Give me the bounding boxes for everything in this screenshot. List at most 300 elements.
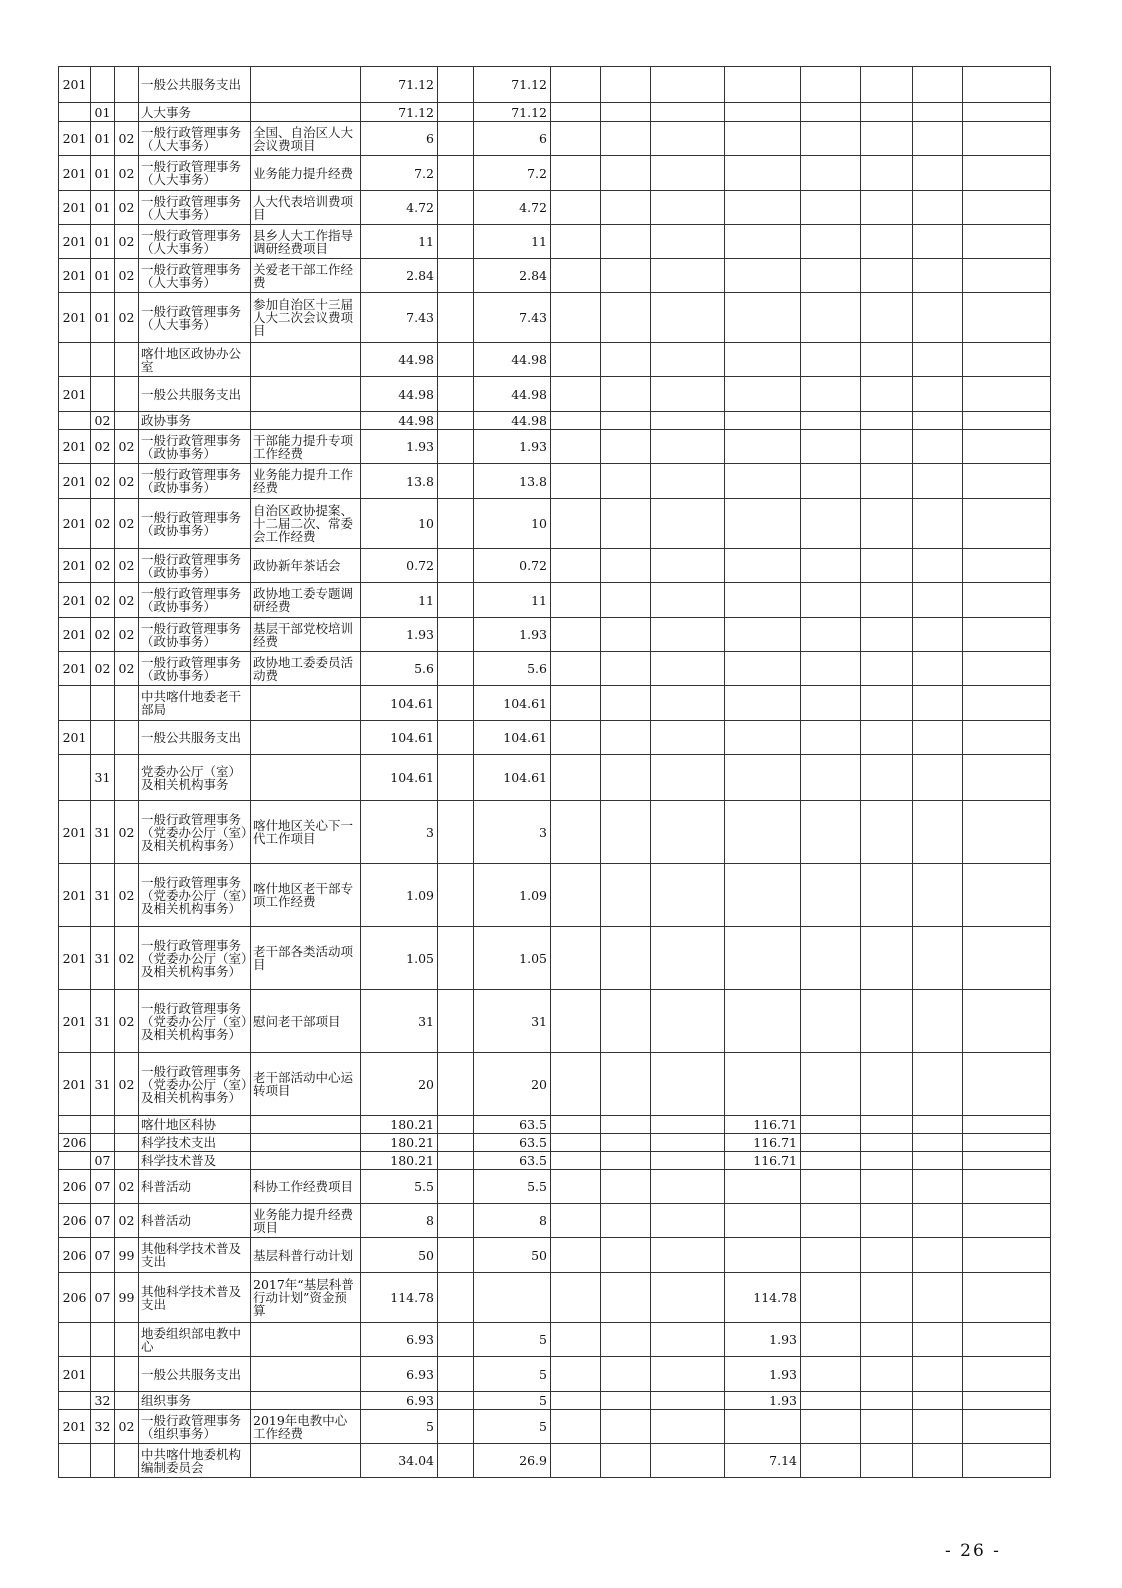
col-13-cell: [861, 1323, 913, 1357]
item-code-cell: [91, 1134, 115, 1152]
col-6-cell: [438, 755, 474, 801]
col-13-cell: [861, 990, 913, 1053]
project-name-cell: [251, 686, 361, 721]
item-code-cell: 01: [91, 156, 115, 191]
col-14-cell: [913, 1204, 963, 1238]
col-13-cell: [861, 156, 913, 191]
col-10-cell: [651, 1323, 725, 1357]
col-8-cell: [551, 1410, 601, 1444]
fund-amount-cell: [725, 122, 801, 156]
table-row: [59, 1323, 1051, 1357]
general-budget-amount-cell: 5.5: [474, 1170, 551, 1204]
total-amount-cell: 6.93: [361, 1392, 438, 1410]
fund-amount-cell: [725, 377, 801, 412]
general-budget-amount-cell: 7.43: [474, 293, 551, 343]
col-12-cell: [801, 1444, 861, 1478]
col-6-cell: [438, 990, 474, 1053]
col-8-cell: [551, 549, 601, 583]
col-9-cell: [601, 377, 651, 412]
col-9-cell: [601, 721, 651, 755]
col-14-cell: [913, 1392, 963, 1410]
col-14-cell: [913, 343, 963, 377]
col-9-cell: [601, 191, 651, 225]
subitem-code-cell: [115, 412, 139, 430]
subitem-code-cell: [115, 755, 139, 801]
col-15-cell: [963, 927, 1051, 990]
fund-amount-cell: [725, 927, 801, 990]
table-row: [59, 1204, 1051, 1238]
col-14-cell: [913, 259, 963, 293]
col-6-cell: [438, 430, 474, 464]
col-9-cell: [601, 1053, 651, 1116]
col-13-cell: [861, 1444, 913, 1478]
col-9-cell: [601, 1152, 651, 1170]
col-6-cell: [438, 1410, 474, 1444]
col-14-cell: [913, 67, 963, 103]
col-12-cell: [801, 1273, 861, 1323]
fund-amount-cell: [725, 412, 801, 430]
general-budget-amount-cell: [474, 1273, 551, 1323]
col-10-cell: [651, 103, 725, 122]
fund-amount-cell: [725, 430, 801, 464]
general-budget-amount-cell: 63.5: [474, 1152, 551, 1170]
col-15-cell: [963, 1134, 1051, 1152]
class-code-cell: 201: [59, 1357, 91, 1392]
col-10-cell: [651, 549, 725, 583]
col-15-cell: [963, 122, 1051, 156]
category-name-cell: 一般行政管理事务（政协事务）: [139, 652, 251, 686]
subitem-code-cell: 99: [115, 1273, 139, 1323]
col-8-cell: [551, 122, 601, 156]
col-14-cell: [913, 1410, 963, 1444]
col-12-cell: [801, 583, 861, 618]
col-13-cell: [861, 343, 913, 377]
table-row: [59, 721, 1051, 755]
fund-amount-cell: 1.93: [725, 1357, 801, 1392]
fund-amount-cell: [725, 549, 801, 583]
col-6-cell: [438, 1170, 474, 1204]
col-12-cell: [801, 618, 861, 652]
col-15-cell: [963, 430, 1051, 464]
class-code-cell: 206: [59, 1238, 91, 1273]
subitem-code-cell: 02: [115, 122, 139, 156]
fund-amount-cell: [725, 990, 801, 1053]
fund-amount-cell: [725, 652, 801, 686]
general-budget-amount-cell: 50: [474, 1238, 551, 1273]
col-12-cell: [801, 430, 861, 464]
col-12-cell: [801, 122, 861, 156]
item-code-cell: 02: [91, 412, 115, 430]
category-name-cell: 一般行政管理事务（党委办公厅（室）及相关机构事务）: [139, 990, 251, 1053]
class-code-cell: 201: [59, 430, 91, 464]
total-amount-cell: 31: [361, 990, 438, 1053]
total-amount-cell: 44.98: [361, 412, 438, 430]
subitem-code-cell: [115, 1444, 139, 1478]
col-12-cell: [801, 1170, 861, 1204]
col-10-cell: [651, 1238, 725, 1273]
subitem-code-cell: 02: [115, 549, 139, 583]
table-row: [59, 225, 1051, 259]
project-name-cell: [251, 343, 361, 377]
table-row: [59, 1053, 1051, 1116]
col-6-cell: [438, 499, 474, 549]
total-amount-cell: 3: [361, 801, 438, 864]
class-code-cell: [59, 1444, 91, 1478]
class-code-cell: 201: [59, 377, 91, 412]
col-12-cell: [801, 1134, 861, 1152]
total-amount-cell: 11: [361, 583, 438, 618]
project-name-cell: [251, 412, 361, 430]
col-6-cell: [438, 412, 474, 430]
col-13-cell: [861, 464, 913, 499]
subitem-code-cell: 02: [115, 156, 139, 191]
project-name-cell: 业务能力提升工作经费: [251, 464, 361, 499]
project-name-cell: [251, 1444, 361, 1478]
col-13-cell: [861, 652, 913, 686]
col-10-cell: [651, 499, 725, 549]
class-code-cell: 201: [59, 122, 91, 156]
item-code-cell: 07: [91, 1204, 115, 1238]
class-code-cell: 201: [59, 67, 91, 103]
project-name-cell: [251, 1116, 361, 1134]
class-code-cell: 201: [59, 990, 91, 1053]
col-14-cell: [913, 1238, 963, 1273]
col-8-cell: [551, 1116, 601, 1134]
col-13-cell: [861, 1357, 913, 1392]
project-name-cell: 科协工作经费项目: [251, 1170, 361, 1204]
col-6-cell: [438, 583, 474, 618]
class-code-cell: 201: [59, 549, 91, 583]
total-amount-cell: 20: [361, 1053, 438, 1116]
subitem-code-cell: 02: [115, 652, 139, 686]
col-15-cell: [963, 103, 1051, 122]
col-10-cell: [651, 1273, 725, 1323]
subitem-code-cell: 02: [115, 618, 139, 652]
class-code-cell: 201: [59, 801, 91, 864]
col-15-cell: [963, 618, 1051, 652]
col-15-cell: [963, 755, 1051, 801]
general-budget-amount-cell: 26.9: [474, 1444, 551, 1478]
table-row: [59, 1273, 1051, 1323]
table-row: [59, 1410, 1051, 1444]
general-budget-amount-cell: 5: [474, 1410, 551, 1444]
col-12-cell: [801, 1357, 861, 1392]
subitem-code-cell: [115, 343, 139, 377]
col-6-cell: [438, 801, 474, 864]
col-12-cell: [801, 343, 861, 377]
fund-amount-cell: [725, 1238, 801, 1273]
col-10-cell: [651, 583, 725, 618]
col-10-cell: [651, 225, 725, 259]
item-code-cell: [91, 343, 115, 377]
col-15-cell: [963, 1170, 1051, 1204]
col-9-cell: [601, 1357, 651, 1392]
item-code-cell: 31: [91, 990, 115, 1053]
col-13-cell: [861, 801, 913, 864]
item-code-cell: 02: [91, 499, 115, 549]
class-code-cell: 201: [59, 864, 91, 927]
table-row: [59, 343, 1051, 377]
subitem-code-cell: 02: [115, 499, 139, 549]
class-code-cell: 201: [59, 1410, 91, 1444]
col-10-cell: [651, 122, 725, 156]
category-name-cell: 组织事务: [139, 1392, 251, 1410]
item-code-cell: 31: [91, 755, 115, 801]
table-row: [59, 1152, 1051, 1170]
col-15-cell: [963, 67, 1051, 103]
class-code-cell: [59, 755, 91, 801]
fund-amount-cell: [725, 583, 801, 618]
col-9-cell: [601, 1392, 651, 1410]
col-9-cell: [601, 1444, 651, 1478]
item-code-cell: 02: [91, 583, 115, 618]
col-14-cell: [913, 1134, 963, 1152]
col-8-cell: [551, 1204, 601, 1238]
general-budget-amount-cell: 7.2: [474, 156, 551, 191]
subitem-code-cell: [115, 1134, 139, 1152]
col-15-cell: [963, 801, 1051, 864]
col-9-cell: [601, 686, 651, 721]
col-15-cell: [963, 1410, 1051, 1444]
col-8-cell: [551, 430, 601, 464]
col-15-cell: [963, 652, 1051, 686]
table-row: [59, 927, 1051, 990]
subitem-code-cell: 02: [115, 990, 139, 1053]
col-9-cell: [601, 1116, 651, 1134]
subitem-code-cell: 02: [115, 583, 139, 618]
project-name-cell: [251, 1134, 361, 1152]
col-6-cell: [438, 377, 474, 412]
table-row: [59, 67, 1051, 103]
total-amount-cell: 4.72: [361, 191, 438, 225]
total-amount-cell: 5.5: [361, 1170, 438, 1204]
item-code-cell: 07: [91, 1170, 115, 1204]
col-13-cell: [861, 430, 913, 464]
col-10-cell: [651, 1116, 725, 1134]
col-6-cell: [438, 864, 474, 927]
col-6-cell: [438, 122, 474, 156]
subitem-code-cell: 02: [115, 927, 139, 990]
project-name-cell: 政协地工委委员活动费: [251, 652, 361, 686]
col-9-cell: [601, 464, 651, 499]
total-amount-cell: 13.8: [361, 464, 438, 499]
col-8-cell: [551, 1392, 601, 1410]
fund-amount-cell: [725, 618, 801, 652]
col-6-cell: [438, 927, 474, 990]
table-row: [59, 652, 1051, 686]
item-code-cell: 32: [91, 1410, 115, 1444]
general-budget-amount-cell: 104.61: [474, 686, 551, 721]
subitem-code-cell: [115, 686, 139, 721]
project-name-cell: 业务能力提升经费项目: [251, 1204, 361, 1238]
col-12-cell: [801, 927, 861, 990]
col-10-cell: [651, 1170, 725, 1204]
col-14-cell: [913, 1323, 963, 1357]
col-9-cell: [601, 1410, 651, 1444]
col-10-cell: [651, 721, 725, 755]
general-budget-amount-cell: 6: [474, 122, 551, 156]
col-8-cell: [551, 1357, 601, 1392]
col-10-cell: [651, 67, 725, 103]
fund-amount-cell: 114.78: [725, 1273, 801, 1323]
col-8-cell: [551, 225, 601, 259]
item-code-cell: 01: [91, 259, 115, 293]
fund-amount-cell: [725, 293, 801, 343]
col-9-cell: [601, 927, 651, 990]
col-8-cell: [551, 156, 601, 191]
col-6-cell: [438, 464, 474, 499]
table-row: [59, 1238, 1051, 1273]
project-name-cell: [251, 1323, 361, 1357]
col-8-cell: [551, 755, 601, 801]
project-name-cell: [251, 1392, 361, 1410]
col-8-cell: [551, 464, 601, 499]
subitem-code-cell: 02: [115, 191, 139, 225]
category-name-cell: 一般公共服务支出: [139, 377, 251, 412]
project-name-cell: [251, 1357, 361, 1392]
col-13-cell: [861, 191, 913, 225]
item-code-cell: 01: [91, 225, 115, 259]
category-name-cell: 一般行政管理事务（政协事务）: [139, 430, 251, 464]
class-code-cell: [59, 1323, 91, 1357]
col-9-cell: [601, 652, 651, 686]
col-15-cell: [963, 412, 1051, 430]
col-13-cell: [861, 864, 913, 927]
table-row: [59, 755, 1051, 801]
item-code-cell: 02: [91, 652, 115, 686]
col-6-cell: [438, 618, 474, 652]
col-14-cell: [913, 191, 963, 225]
general-budget-amount-cell: 3: [474, 801, 551, 864]
category-name-cell: 喀什地区政协办公室: [139, 343, 251, 377]
subitem-code-cell: [115, 67, 139, 103]
col-8-cell: [551, 1170, 601, 1204]
total-amount-cell: 104.61: [361, 755, 438, 801]
project-name-cell: 喀什地区关心下一代工作项目: [251, 801, 361, 864]
col-10-cell: [651, 1410, 725, 1444]
total-amount-cell: 10: [361, 499, 438, 549]
col-14-cell: [913, 377, 963, 412]
col-14-cell: [913, 755, 963, 801]
col-9-cell: [601, 1170, 651, 1204]
project-name-cell: 基层干部党校培训经费: [251, 618, 361, 652]
fund-amount-cell: 1.93: [725, 1323, 801, 1357]
table-row: [59, 864, 1051, 927]
col-8-cell: [551, 1152, 601, 1170]
col-9-cell: [601, 103, 651, 122]
total-amount-cell: 180.21: [361, 1134, 438, 1152]
total-amount-cell: 6: [361, 122, 438, 156]
col-13-cell: [861, 412, 913, 430]
col-8-cell: [551, 377, 601, 412]
col-9-cell: [601, 343, 651, 377]
general-budget-amount-cell: 31: [474, 990, 551, 1053]
class-code-cell: 206: [59, 1204, 91, 1238]
category-name-cell: 政协事务: [139, 412, 251, 430]
col-10-cell: [651, 1444, 725, 1478]
general-budget-amount-cell: 104.61: [474, 721, 551, 755]
col-8-cell: [551, 293, 601, 343]
col-15-cell: [963, 1392, 1051, 1410]
project-name-cell: 2017年“基层科普行动计划”资金预算: [251, 1273, 361, 1323]
fund-amount-cell: [725, 686, 801, 721]
item-code-cell: 02: [91, 464, 115, 499]
category-name-cell: 科学技术支出: [139, 1134, 251, 1152]
table-row: [59, 464, 1051, 499]
col-12-cell: [801, 1204, 861, 1238]
subitem-code-cell: 02: [115, 293, 139, 343]
category-name-cell: 一般行政管理事务（政协事务）: [139, 583, 251, 618]
general-budget-amount-cell: 1.05: [474, 927, 551, 990]
col-8-cell: [551, 343, 601, 377]
category-name-cell: 一般行政管理事务（人大事务）: [139, 156, 251, 191]
col-14-cell: [913, 1170, 963, 1204]
col-13-cell: [861, 1116, 913, 1134]
total-amount-cell: 1.93: [361, 430, 438, 464]
project-name-cell: [251, 103, 361, 122]
col-6-cell: [438, 549, 474, 583]
col-15-cell: [963, 1152, 1051, 1170]
col-9-cell: [601, 583, 651, 618]
project-name-cell: [251, 1152, 361, 1170]
col-14-cell: [913, 1357, 963, 1392]
col-14-cell: [913, 1053, 963, 1116]
col-6-cell: [438, 67, 474, 103]
col-12-cell: [801, 1392, 861, 1410]
fund-amount-cell: [725, 499, 801, 549]
col-6-cell: [438, 1053, 474, 1116]
col-12-cell: [801, 225, 861, 259]
table-row: [59, 259, 1051, 293]
general-budget-amount-cell: 63.5: [474, 1134, 551, 1152]
col-8-cell: [551, 67, 601, 103]
page-number: - 26 -: [945, 1541, 1001, 1561]
col-9-cell: [601, 1323, 651, 1357]
table-row: [59, 499, 1051, 549]
subitem-code-cell: [115, 377, 139, 412]
item-code-cell: 07: [91, 1152, 115, 1170]
total-amount-cell: 71.12: [361, 67, 438, 103]
total-amount-cell: 180.21: [361, 1152, 438, 1170]
general-budget-amount-cell: 44.98: [474, 412, 551, 430]
category-name-cell: 一般行政管理事务（政协事务）: [139, 464, 251, 499]
general-budget-amount-cell: 1.09: [474, 864, 551, 927]
item-code-cell: 31: [91, 927, 115, 990]
col-10-cell: [651, 259, 725, 293]
col-12-cell: [801, 801, 861, 864]
col-9-cell: [601, 67, 651, 103]
category-name-cell: 一般公共服务支出: [139, 721, 251, 755]
category-name-cell: 中共喀什地委机构编制委员会: [139, 1444, 251, 1478]
col-6-cell: [438, 1152, 474, 1170]
col-6-cell: [438, 293, 474, 343]
col-6-cell: [438, 1116, 474, 1134]
table-row: [59, 549, 1051, 583]
category-name-cell: 其他科学技术普及支出: [139, 1273, 251, 1323]
fund-amount-cell: [725, 464, 801, 499]
col-9-cell: [601, 990, 651, 1053]
col-14-cell: [913, 990, 963, 1053]
category-name-cell: 中共喀什地委老干部局: [139, 686, 251, 721]
col-15-cell: [963, 1116, 1051, 1134]
col-13-cell: [861, 67, 913, 103]
col-15-cell: [963, 293, 1051, 343]
col-14-cell: [913, 927, 963, 990]
class-code-cell: 201: [59, 1053, 91, 1116]
col-14-cell: [913, 1444, 963, 1478]
col-15-cell: [963, 1444, 1051, 1478]
total-amount-cell: 1.05: [361, 927, 438, 990]
